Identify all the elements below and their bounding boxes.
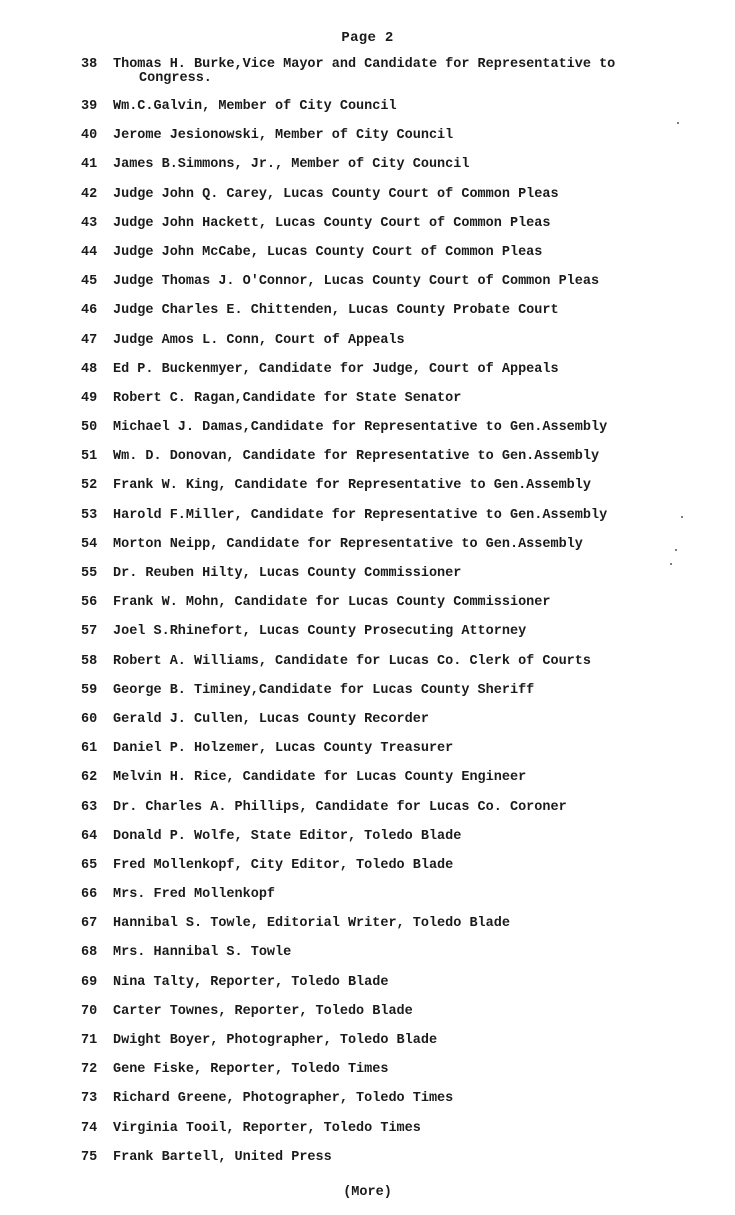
entry-text: [113, 158, 673, 172]
paper-speck: [670, 563, 672, 565]
entry-number: 41: [81, 157, 98, 173]
entry-number: 57: [81, 624, 98, 640]
entry-text: [113, 100, 673, 114]
list-item: [0, 188, 735, 202]
list-item: [0, 1122, 735, 1136]
entry-number: 58: [81, 653, 98, 669]
entry-number: 54: [81, 536, 98, 552]
list-item: [0, 363, 735, 377]
entry-text: [113, 129, 673, 143]
entry-text-line: Mrs. Fred Mollenkopf: [113, 887, 276, 903]
entry-text-line: Thomas H. Burke,Vice Mayor and Candidate for Representative to: [113, 57, 616, 72]
entry-text: [113, 334, 673, 348]
list-item: [0, 334, 735, 348]
list-item: [0, 859, 735, 873]
entry-number: 65: [81, 857, 98, 873]
entry-text-line: Judge John McCabe, Lucas County Court of Common Pleas: [113, 244, 543, 260]
list-item: [0, 917, 735, 931]
entry-text-line: Virginia Tooil, Reporter, Toledo Times: [113, 1120, 421, 1136]
list-item: [0, 1151, 735, 1165]
entry-text: [113, 917, 673, 931]
entry-text-line: Judge John Hackett, Lucas County Court of Common Pleas: [113, 215, 551, 231]
entry-text-line: Robert A. Williams, Candidate for Lucas Co. Clerk of Courts: [113, 653, 591, 669]
entry-number: 70: [81, 1003, 98, 1019]
list-item: [0, 479, 735, 493]
entry-number: 49: [81, 390, 98, 406]
list-item: [0, 1092, 735, 1106]
entry-text: [113, 801, 673, 815]
list-item: [0, 830, 735, 844]
entry-text: [113, 1005, 673, 1019]
list-item: [0, 421, 735, 435]
entry-text-line: Carter Townes, Reporter, Toledo Blade: [113, 1003, 413, 1019]
entry-text: [113, 713, 673, 727]
more-label: (More): [343, 1185, 392, 1200]
entry-number: 64: [81, 828, 98, 844]
entry-text: [113, 392, 673, 406]
entry-number: 48: [81, 361, 98, 377]
entry-text: [113, 479, 673, 493]
list-item: [0, 509, 735, 523]
entry-text-line: George B. Timiney,Candidate for Lucas County Sheriff: [113, 682, 535, 698]
entry-number: 71: [81, 1033, 98, 1048]
entry-text-line: Joel S.Rhinefort, Lucas County Prosecuting Attorney: [113, 624, 527, 640]
entry-text: [113, 538, 673, 552]
entry-text-line: Fred Mollenkopf, City Editor, Toledo Blade: [113, 857, 454, 873]
list-item: [0, 771, 735, 785]
paper-speck: [677, 122, 679, 124]
entry-text-line: James B.Simmons, Jr., Member of City Council: [113, 157, 470, 173]
entry-number: 73: [81, 1091, 98, 1107]
list-item: [0, 888, 735, 902]
entry-number: 68: [81, 945, 98, 961]
entry-text-line: Michael J. Damas,Candidate for Representative to Gen.Assembly: [113, 420, 608, 436]
entry-text: [113, 1151, 673, 1165]
entry-number: 53: [81, 507, 98, 523]
entry-text-line: Nina Talty, Reporter, Toledo Blade: [113, 974, 389, 990]
entry-number: 56: [81, 595, 98, 611]
entry-text-line: Dwight Boyer, Photographer, Toledo Blade: [113, 1033, 438, 1048]
entry-text: [113, 1034, 673, 1048]
entry-text-line: Daniel P. Holzemer, Lucas County Treasurer: [113, 741, 454, 757]
entry-number: 59: [81, 682, 98, 698]
entry-number: 45: [81, 274, 98, 290]
list-item: [0, 1063, 735, 1077]
entry-list: [0, 58, 735, 1180]
entry-text: [113, 742, 673, 756]
entry-text: [113, 450, 673, 464]
entry-text-line: Melvin H. Rice, Candidate for Lucas County Engineer: [113, 770, 527, 786]
entry-text: [113, 421, 673, 435]
entry-text-line: Gene Fiske, Reporter, Toledo Times: [113, 1062, 389, 1078]
entry-text-line: Ed P. Buckenmyer, Candidate for Judge, Court of Appeals: [113, 361, 559, 377]
list-item: [0, 275, 735, 289]
page-label: Page 2: [341, 30, 394, 46]
entry-number: 55: [81, 566, 98, 581]
list-item: [0, 713, 735, 727]
list-item: [0, 801, 735, 815]
list-item: [0, 538, 735, 552]
entry-text: [113, 771, 673, 785]
list-item: [0, 100, 735, 114]
entry-text-line: Frank Bartell, United Press: [113, 1149, 332, 1165]
entry-number: 47: [81, 332, 98, 348]
entry-text-line: Dr. Charles A. Phillips, Candidate for Lucas Co. Coroner: [113, 799, 567, 815]
entry-text-line: Jerome Jesionowski, Member of City Council: [113, 128, 454, 144]
entry-number: 52: [81, 478, 98, 494]
entry-text-line: Mrs. Hannibal S. Towle: [113, 945, 292, 961]
list-item: [0, 129, 735, 143]
entry-number: 50: [81, 420, 98, 436]
entry-text: [113, 363, 673, 377]
entry-number: 38: [81, 57, 98, 72]
list-item: [0, 596, 735, 610]
entry-number: 61: [81, 741, 98, 757]
entry-text-line: Frank W. King, Candidate for Representative to Gen.Assembly: [113, 478, 591, 494]
paper-speck: [675, 549, 677, 551]
entry-text-continuation: Congress.: [139, 71, 212, 86]
entry-text: [113, 888, 673, 902]
entry-number: 39: [81, 99, 98, 114]
entry-text: [113, 684, 673, 698]
entry-number: 40: [81, 128, 98, 144]
list-item: [0, 567, 735, 581]
list-item: [0, 946, 735, 960]
entry-text-line: Richard Greene, Photographer, Toledo Times: [113, 1091, 454, 1107]
list-item: [0, 392, 735, 406]
entry-number: 66: [81, 887, 98, 903]
entry-text: [113, 830, 673, 844]
entry-number: 69: [81, 974, 98, 990]
entry-text-line: Hannibal S. Towle, Editorial Writer, Toledo Blade: [113, 916, 510, 932]
entry-text-line: Wm.C.Galvin, Member of City Council: [113, 99, 397, 114]
entry-text-line: Frank W. Mohn, Candidate for Lucas County Commissioner: [113, 595, 551, 611]
entry-number: 46: [81, 303, 98, 319]
list-item: [0, 304, 735, 318]
entry-text: [113, 1063, 673, 1077]
entry-text-line: Harold F.Miller, Candidate for Representative to Gen.Assembly: [113, 507, 608, 523]
list-item: [0, 450, 735, 464]
entry-text: [113, 596, 673, 610]
list-item: [0, 684, 735, 698]
entry-number: 67: [81, 916, 98, 932]
entry-text-line: Donald P. Wolfe, State Editor, Toledo Blade: [113, 828, 462, 844]
entry-number: 63: [81, 799, 98, 815]
list-item: [0, 655, 735, 669]
entry-number: 51: [81, 449, 98, 465]
entry-text-line: Robert C. Ragan,Candidate for State Senator: [113, 390, 462, 406]
entry-text: [113, 58, 673, 86]
entry-number: 42: [81, 186, 98, 202]
list-item: [0, 625, 735, 639]
list-item: [0, 742, 735, 756]
list-item: [0, 246, 735, 260]
paper-speck: [681, 516, 683, 518]
entry-number: 44: [81, 244, 98, 260]
entry-text: [113, 246, 673, 260]
list-item: [0, 158, 735, 172]
entry-text: [113, 1092, 673, 1106]
entry-text-line: Judge Thomas J. O'Connor, Lucas County Court of Common Pleas: [113, 274, 600, 290]
entry-text: [113, 1122, 673, 1136]
entry-text: [113, 625, 673, 639]
entry-text-line: Morton Neipp, Candidate for Representative to Gen.Assembly: [113, 536, 583, 552]
entry-text: [113, 188, 673, 202]
entry-text: [113, 976, 673, 990]
list-item: [0, 1034, 735, 1048]
entry-text: [113, 275, 673, 289]
list-item: [0, 1005, 735, 1019]
list-item: [0, 217, 735, 231]
entry-text: [113, 217, 673, 231]
entry-text-line: Judge John Q. Carey, Lucas County Court of Common Pleas: [113, 186, 559, 202]
entry-text: [113, 859, 673, 873]
entry-text-line: Gerald J. Cullen, Lucas County Recorder: [113, 711, 429, 727]
entry-text-line: Wm. D. Donovan, Candidate for Representative to Gen.Assembly: [113, 449, 600, 465]
entry-number: 74: [81, 1120, 98, 1136]
entry-number: 43: [81, 215, 98, 231]
entry-text-line: Judge Charles E. Chittenden, Lucas County Probate Court: [113, 303, 559, 319]
list-item: [0, 58, 735, 86]
entry-text-line: Dr. Reuben Hilty, Lucas County Commissioner: [113, 566, 462, 581]
entry-text: [113, 304, 673, 318]
entry-number: 62: [81, 770, 98, 786]
entry-number: 60: [81, 711, 98, 727]
entry-number: 75: [81, 1149, 98, 1165]
entry-text: [113, 567, 673, 581]
entry-number: 72: [81, 1062, 98, 1078]
entry-text: [113, 946, 673, 960]
list-item: [0, 976, 735, 990]
entry-text-line: Judge Amos L. Conn, Court of Appeals: [113, 332, 405, 348]
entry-text: [113, 655, 673, 669]
entry-text: [113, 509, 673, 523]
